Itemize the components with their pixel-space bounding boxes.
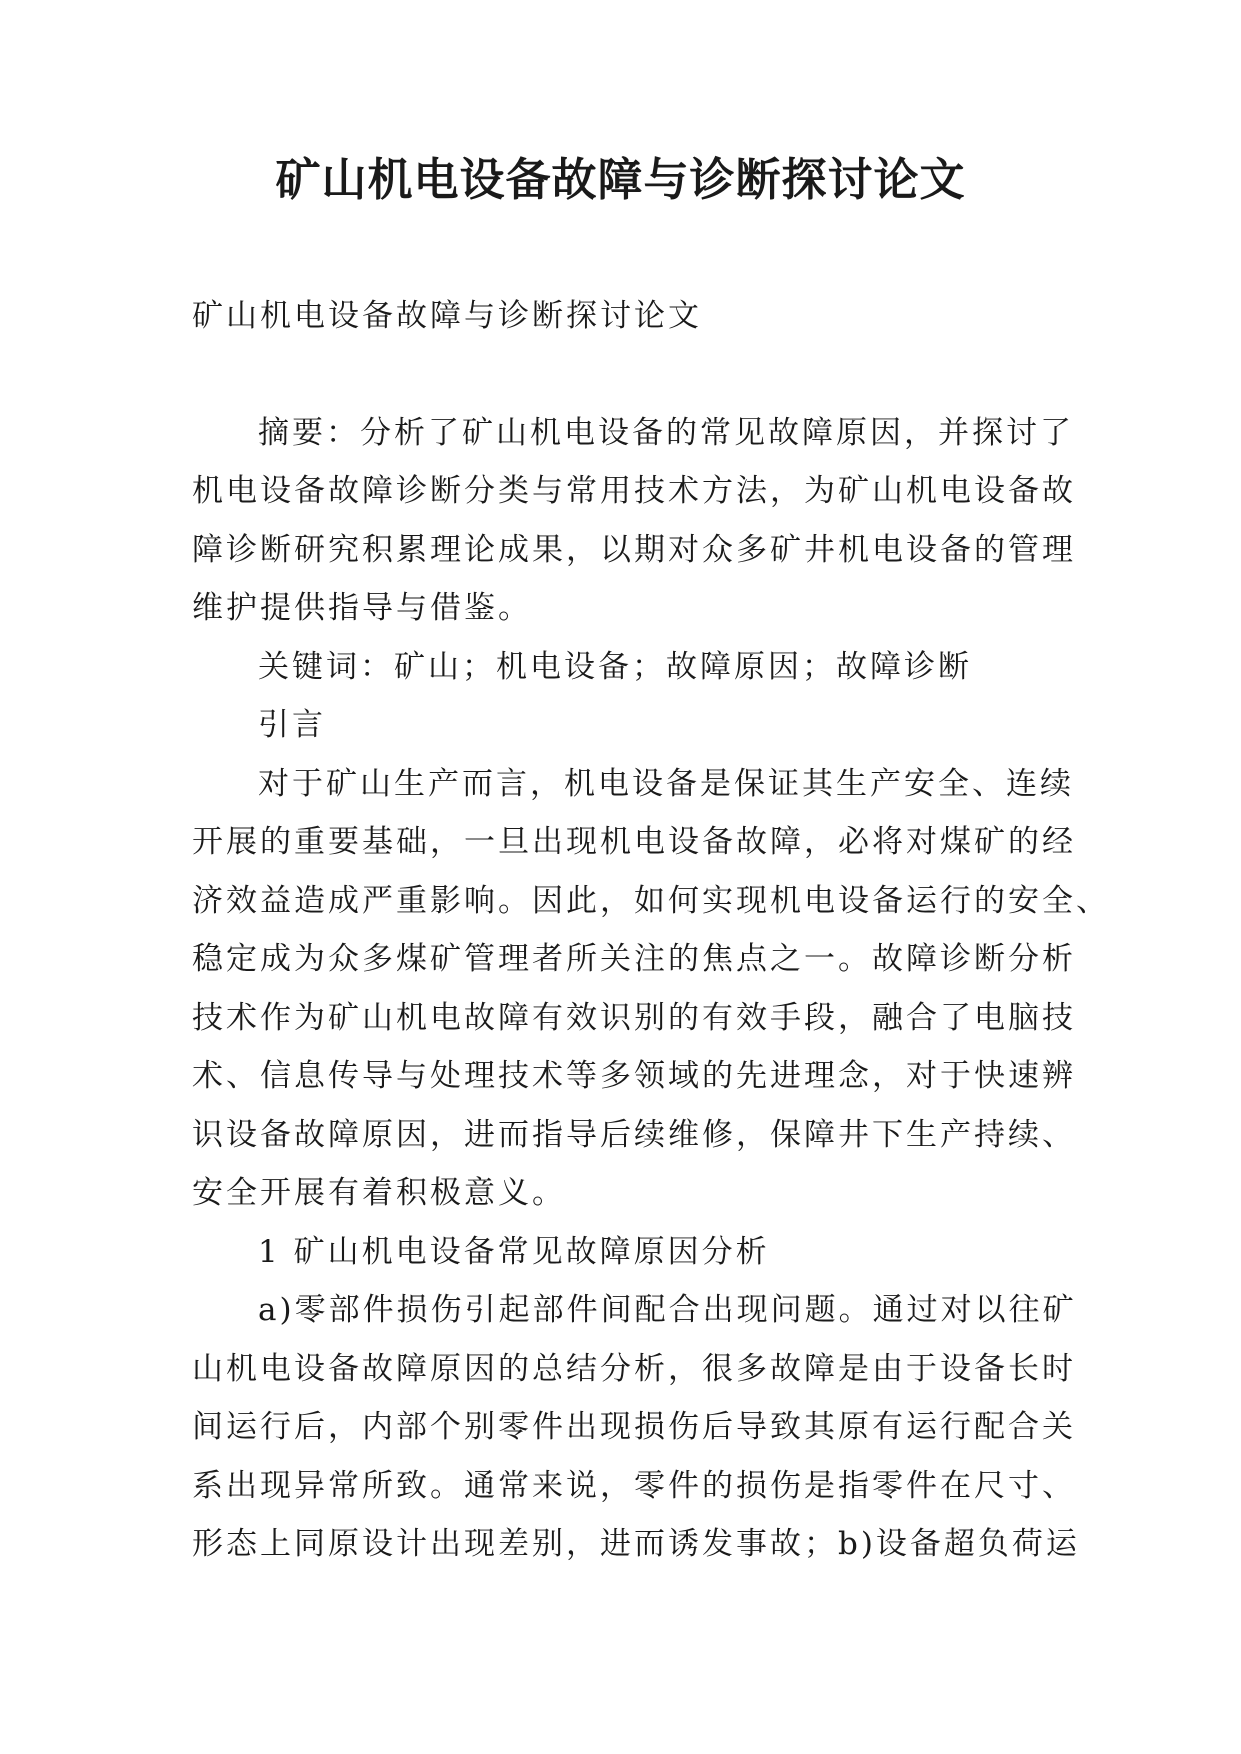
paragraph-line: 稳定成为众多煤矿管理者所关注的焦点之一。故障诊断分析 <box>192 941 1076 977</box>
section-heading-1: 1 矿山机电设备常见故障原因分析 <box>258 1233 770 1270</box>
abstract-line: 摘要：分析了矿山机电设备的常见故障原因，并探讨了 <box>258 414 1074 451</box>
paragraph-line: 山机电设备故障原因的总结分析，很多故障是由于设备长时 <box>192 1350 1076 1387</box>
keywords-line: 关键词：矿山；机电设备；故障原因；故障诊断 <box>258 648 972 685</box>
abstract-line: 障诊断研究积累理论成果，以期对众多矿井机电设备的管理 <box>192 531 1076 568</box>
paragraph-line: 对于矿山生产而言，机电设备是保证其生产安全、连续 <box>258 765 1074 802</box>
paragraph-line: a)零部件损伤引起部件间配合出现问题。通过对以往矿 <box>258 1292 1077 1328</box>
abstract-line: 机电设备故障诊断分类与常用技术方法，为矿山机电设备故 <box>192 473 1076 509</box>
paragraph-line: 开展的重要基础，一旦出现机电设备故障，必将对煤矿的经 <box>192 824 1076 860</box>
paragraph-line: 术、信息传导与处理技术等多领域的先进理念，对于快速辨 <box>192 1058 1076 1094</box>
paragraph-line: 济效益造成严重影响。因此，如何实现机电设备运行的安全、 <box>192 882 1110 919</box>
paragraph-line: 安全开展有着积极意义。 <box>192 1175 566 1211</box>
paragraph-line: 识设备故障原因，进而指导后续维修，保障井下生产持续、 <box>192 1116 1076 1153</box>
section-heading-introduction: 引言 <box>258 707 326 743</box>
paragraph-line: 技术作为矿山机电故障有效识别的有效手段，融合了电脑技 <box>192 999 1076 1036</box>
blank-line <box>192 346 1060 404</box>
document-subtitle: 矿山机电设备故障与诊断探讨论文 <box>192 298 702 334</box>
paragraph-line: 系出现异常所致。通常来说，零件的损伤是指零件在尺寸、 <box>192 1467 1076 1504</box>
document-title: 矿山机电设备故障与诊断探讨论文 <box>275 153 966 206</box>
paragraph-line: 形态上同原设计出现差别，进而诱发事故；b)设备超负荷运 <box>192 1526 1080 1562</box>
document-body <box>192 287 1110 1574</box>
paragraph-line: 间运行后，内部个别零件出现损伤后导致其原有运行配合关 <box>192 1409 1076 1445</box>
abstract-line: 维护提供指导与借鉴。 <box>192 590 532 626</box>
